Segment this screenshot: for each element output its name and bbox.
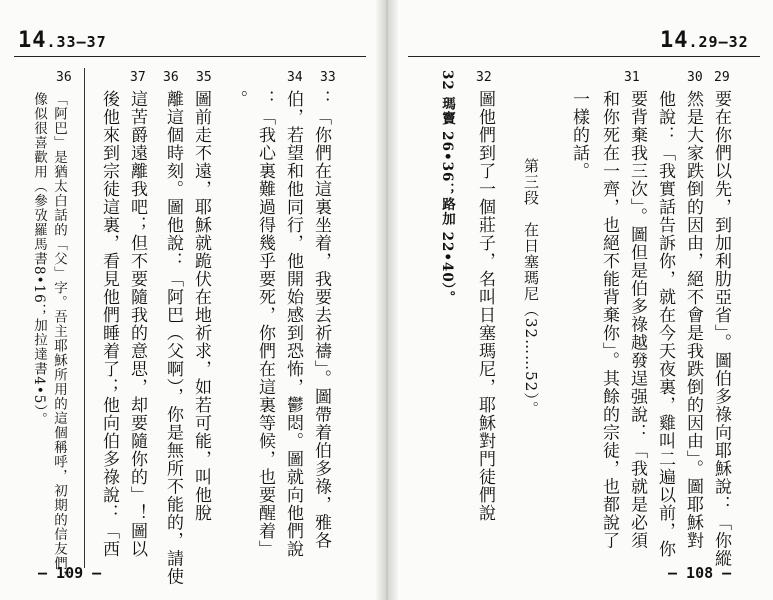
text-column: 要在你們以先，到加利肋亞省」。圖伯多祿向耶穌說：「你縱 xyxy=(711,90,731,568)
text-column: 然是大家跌倒的因由，絕不會是我跌倒的因由」。圖耶穌對 xyxy=(683,90,703,550)
text-column: 要背棄我三次」。圖但是伯多祿越發逞强說：「我就是必須 xyxy=(627,90,647,550)
left-header-rule xyxy=(14,56,366,57)
text-column: 一樣的話。 xyxy=(569,90,589,180)
left-page-header xyxy=(18,28,107,53)
verse-number: 33 xyxy=(320,70,336,85)
text-column: 這苦爵遠離我吧；但不要隨我的意思，却要隨你的」！圖以 xyxy=(127,90,147,558)
text-column: 後他來到宗徒這裏，看見他們睡着了；他向伯多祿說：「西 xyxy=(99,90,119,558)
verse-number: 36 xyxy=(163,70,179,85)
verse-number: 35 xyxy=(196,70,212,85)
text-column: 伯，若望和他同行，他開始感到恐怖，鬱悶。圖就向他們說 xyxy=(283,90,303,558)
right-page xyxy=(398,0,773,600)
verse-number: 31 xyxy=(624,70,640,85)
footnote-line: 「阿巴」是猶太白話的「父」字。吾主耶穌所用的這個稱呼，初期的信友們， xyxy=(51,92,67,585)
text-column: 和你死在一齊，也絕不能背棄你」。其餘的宗徒，也都說了 xyxy=(599,90,619,550)
right-page-number: — 108 — xyxy=(668,564,732,582)
right-page-header xyxy=(660,28,749,53)
text-column: 。 xyxy=(227,90,247,108)
book-gutter xyxy=(376,0,398,600)
footnote-number: 36 xyxy=(56,70,72,85)
text-column: 他說：「我實話告訴你，就在今天夜裏，雞叫二遍以前，你 xyxy=(655,90,675,558)
left-header-chapter: 14 xyxy=(18,28,47,53)
left-page xyxy=(0,0,376,600)
verse-number: 29 xyxy=(714,70,730,85)
footnote-line: 像似很喜歡用（參攷羅馬書8•16；加拉達書4•5）。 xyxy=(31,92,47,427)
cross-reference: 32 瑪竇 26•36；路加 22•40）。 xyxy=(439,70,455,306)
left-page-number: — 109 — xyxy=(38,564,102,582)
text-column: ：「我心裏難過得幾乎要死，你們在這裏等候，也要醒着」 xyxy=(255,90,275,558)
section-opening: 圖他們到了一個莊子，名叫日塞瑪尼，耶穌對門徒們說 xyxy=(475,90,495,522)
verse-number: 32 xyxy=(476,70,492,85)
footnote-separator xyxy=(84,68,85,568)
text-column: 離這個時刻。圖他說：「阿巴（父啊），你是無所不能的，請使 xyxy=(163,90,183,586)
section-heading: 第三段 在日塞瑪尼（32……52）。 xyxy=(522,158,540,417)
text-column: ：「你們在這裏坐着，我要去祈禱」。圖帶着伯多祿，雅各 xyxy=(311,90,331,550)
right-header-rule xyxy=(408,56,760,57)
verse-number: 37 xyxy=(130,70,146,85)
verse-number: 30 xyxy=(687,70,703,85)
right-header-range: .29–32 xyxy=(688,33,749,51)
verse-number: 34 xyxy=(287,70,303,85)
right-header-chapter: 14 xyxy=(660,28,689,53)
left-header-range: .33–37 xyxy=(46,33,107,51)
text-column: 圖前走不遠，耶穌就跪伏在地祈求，如若可能，叫他脫 xyxy=(191,90,211,522)
